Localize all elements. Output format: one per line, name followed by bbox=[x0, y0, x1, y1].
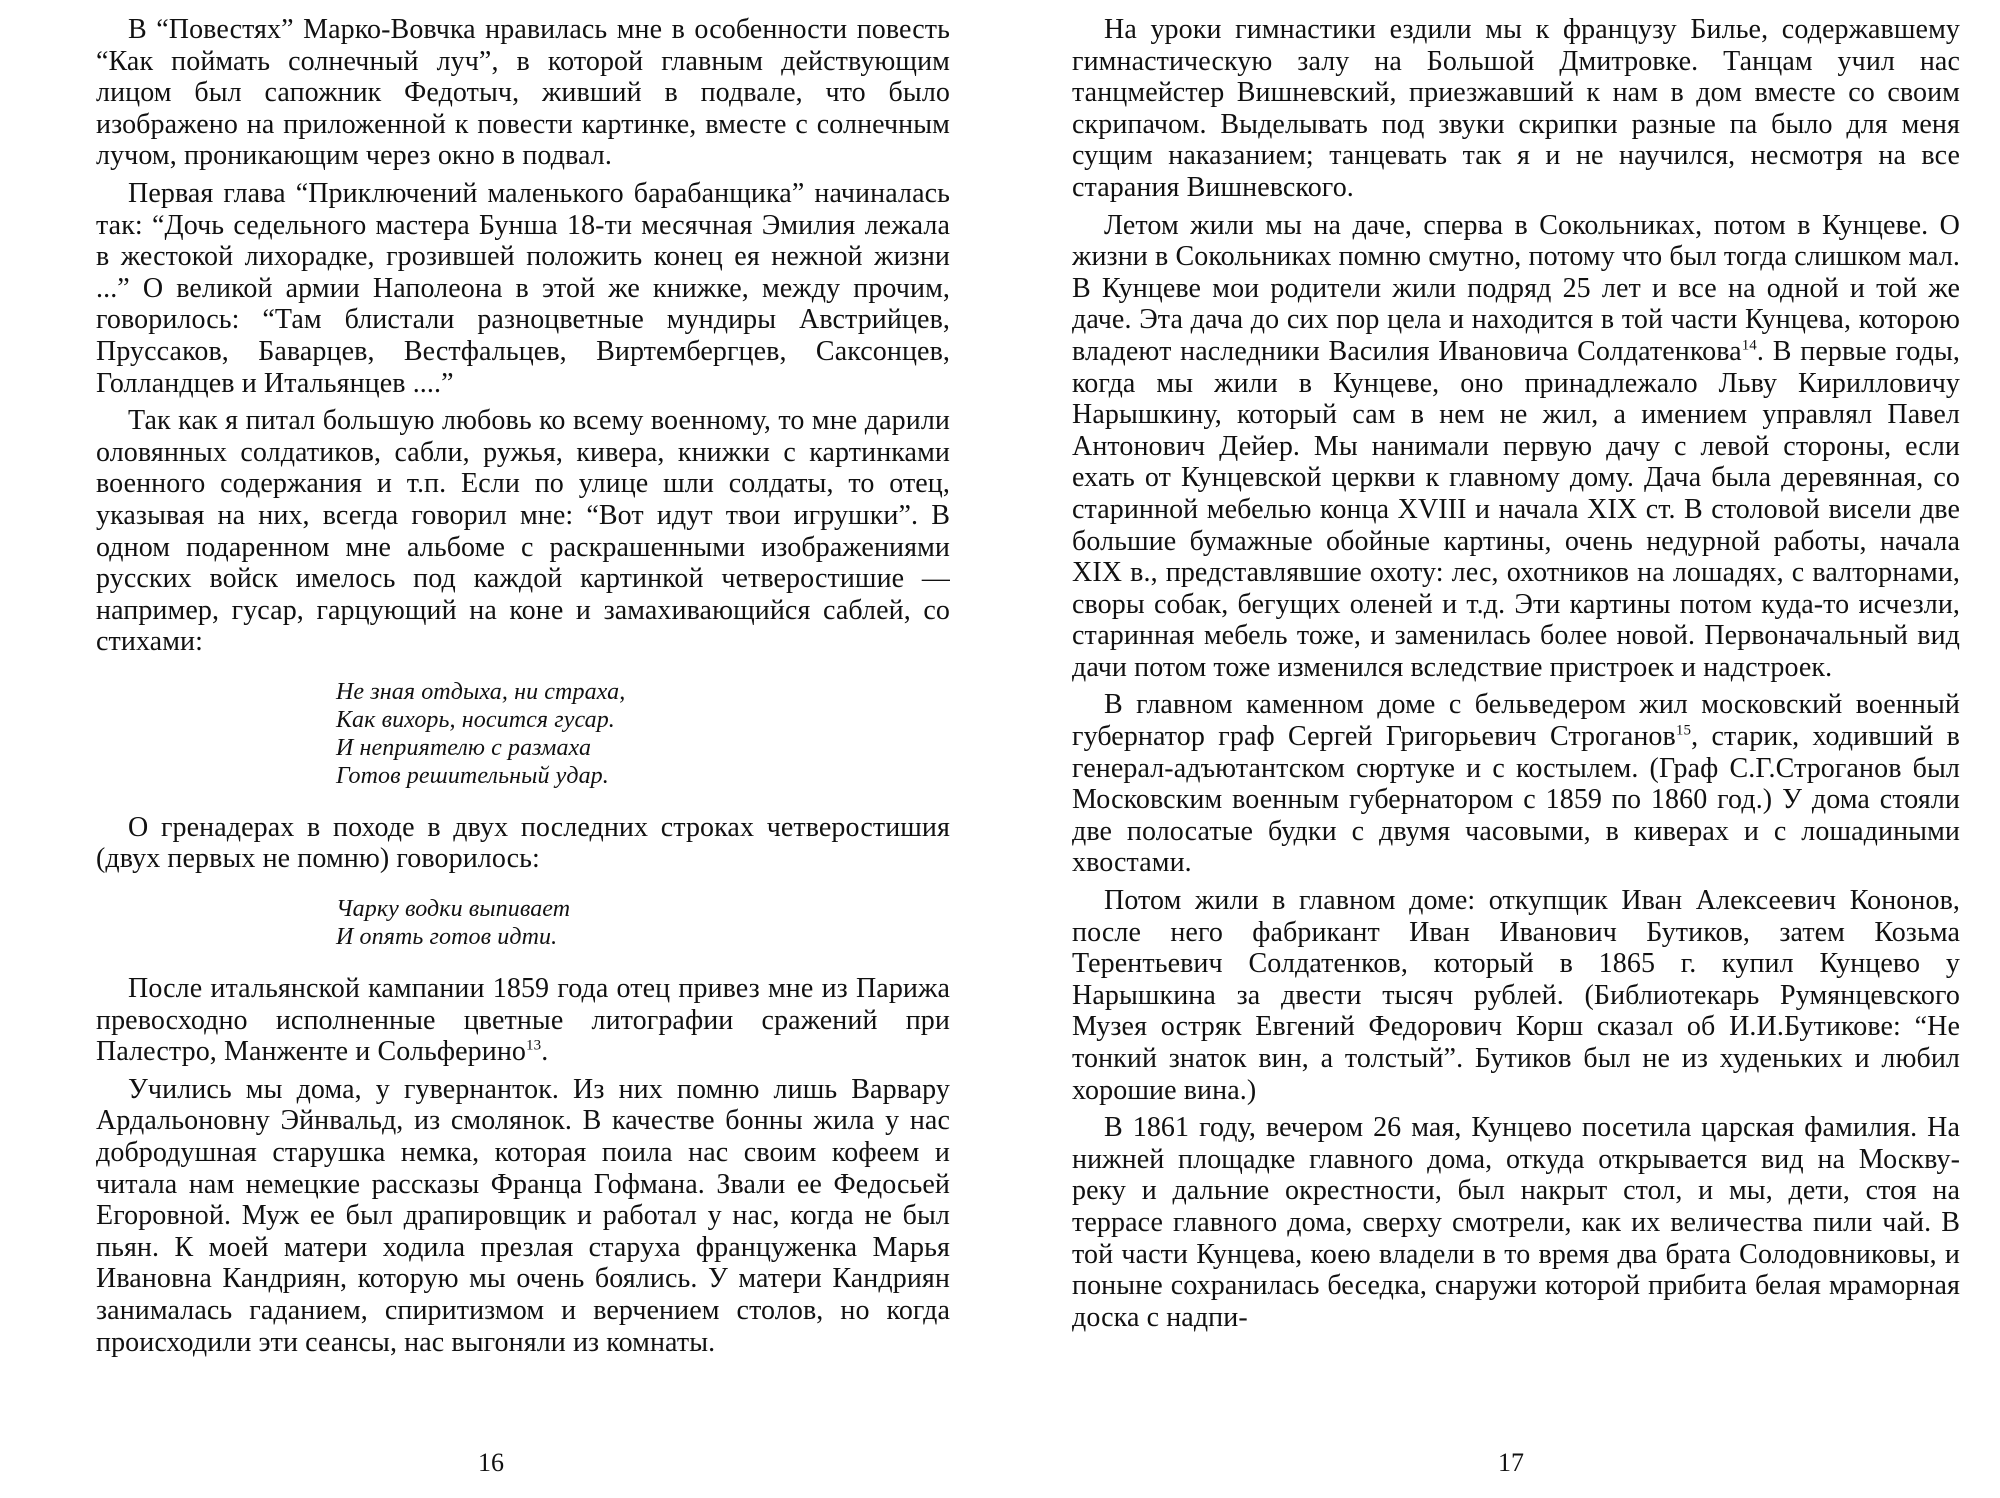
paragraph bbox=[96, 1074, 950, 1358]
paragraph-text: В главном каменном доме с бельведером жил московский военный губернатор граф Сергей Григорьевич Строганов bbox=[1072, 689, 1960, 753]
left-page-number: 16 bbox=[478, 1448, 504, 1477]
paragraph-text: О гренадерах в походе в двух последних строках четверостишия (двух первых не помню) говорилось: bbox=[96, 811, 950, 875]
paragraph-text-continued: . В первые годы, когда мы жили в Кунцеве, оно принадлежало Льву Кирилловичу Нарышкину, который сам в нем не жил, а имением управлял Павел Антонович Дейер. Мы нанимали первую дачу с левой стороны, если ехать от Кунцевской церкви к главному дому. Дача была деревянная, со старинной мебелью конца XVIII и начала XIX ст. В столовой висели две большие бумажные обойные картины, очень недурной работы, начала XIX в., представлявшие охоту: лес, охотников на лошадях, с валторнами, своры собак, бегущих оленей и т.д. Эти картины потом куда-то исчезли, старинная мебель тоже, и заменилась более новой. Первоначальный вид дачи потом тоже изменился вследствие пристроек и надстроек. bbox=[1072, 335, 1960, 683]
right-page-text bbox=[1072, 14, 1960, 1333]
paragraph-text: Летом жили мы на даче, сперва в Сокольниках, потом в Кунцеве. О жизни в Сокольниках помню смутно, потому что был тогда слишком мал. В Кунцеве мои родители жили подряд 25 лет и все на одной и той же даче. Эта дача до сих пор цела и находится в той части Кунцева, которою владеют наследники Василия Ивановича Солдатенкова bbox=[1072, 209, 1960, 367]
paragraph-text: Первая глава “Приключений маленького барабанщика” начиналась так: “Дочь седельного мастера Бунша 18-ти месячная Эмилия лежала в жестокой лихорадке, грозившей положить конец ея нежной жизни ...” О великой армии Наполеона в этой же книжке, между прочим, говорилось: “Там блистали разноцветные мундиры Австрийцев, Пруссаков, Баварцев, Вестфальцев, Виртембергцев, Саксонцев, Голландцев и Итальянцев ....” bbox=[96, 177, 950, 399]
paragraph bbox=[1072, 14, 1960, 204]
left-page-text bbox=[96, 14, 950, 1358]
paragraph bbox=[1072, 210, 1960, 684]
poem-line: Не зная отдыха, ни страха, bbox=[336, 678, 626, 705]
poem-stanza bbox=[336, 678, 950, 790]
paragraph bbox=[96, 405, 950, 658]
paragraph bbox=[96, 812, 950, 875]
paragraph bbox=[1072, 1112, 1960, 1333]
paragraph-text: В 1861 году, вечером 26 мая, Кунцево посетила царская фамилия. На нижней площадке главного дома, откуда открывается вид на Москву-реку и дальние окрестности, был накрыт стол, и мы, дети, стоя на террасе главного дома, сверху смотрели, как их величества пили чай. В той части Кунцева, коею владели в то время два брата Солодовниковы, и поныне сохранилась беседка, снаружи которой прибита белая мраморная доска с надпи- bbox=[1072, 1112, 1960, 1333]
paragraph-text: На уроки гимнастики ездили мы к французу Билье, содержавшему гимнастическую залу на Большой Дмитровке. Танцам учил нас танцмейстер Вишневский, приезжавший к нам в дом вместе со своим скрипачом. Выделывать под звуки скрипки разные па было для меня сущим наказанием; танцевать так я и не научился, несмотря на все старания Вишневского. bbox=[1072, 14, 1960, 203]
paragraph bbox=[96, 14, 950, 172]
footnote-ref: 15 bbox=[1675, 722, 1692, 739]
paragraph-text: Учились мы дома, у гувернанток. Из них помню лишь Варвару Ардальоновну Эйнвальд, из смолянок. В качестве бонны жила у нас добродушная старушка немка, которая поила нас своим кофеем и читала нам немецкие рассказы Франца Гофмана. Звали ее Федосьей Егоровной. Муж ее был драпировщик и работал у нас, когда не был пьян. К моей матери ходила презлая старуха француженка Марья Ивановна Кандриян, которую мы очень боялись. У матери Кандриян занималась гаданием, спиритизмом и верчением столов, но когда происходили эти сеансы, нас выгоняли из комнаты. bbox=[96, 1073, 950, 1358]
paragraph-text-continued: . bbox=[541, 1036, 549, 1068]
left-page bbox=[96, 14, 950, 1454]
poem-line: Готов решительный удар. bbox=[336, 762, 609, 789]
paragraph-text: После итальянской кампании 1859 года отец привез мне из Парижа превосходно исполненные цветные литографии сражений при Палестро, Манженте и Сольферино bbox=[96, 973, 950, 1068]
poem-line: Как вихорь, носится гусар. bbox=[336, 706, 615, 733]
footnote-ref: 14 bbox=[1741, 337, 1757, 354]
paragraph bbox=[1072, 689, 1960, 879]
paragraph-text: В “Повестях” Марко-Вовчка нравилась мне в особенности повесть “Как поймать солнечный луч”, в которой главным действующим лицом был сапожник Федотыч, живший в подвале, что было изображено на приложенной к повести картинке, вместе с солнечным лучом, проникающим через окно в подвал. bbox=[96, 14, 950, 172]
right-page bbox=[1072, 14, 1960, 1454]
paragraph-text-continued: , старик, ходивший в генерал-адъютантском сюртуке и с костылем. (Граф С.Г.Строганов был Московским военным губернатором с 1859 по 1860 год.) У дома стояли две полосатые будки с двумя часовыми, в киверах и с лошадиными хвостами. bbox=[1072, 721, 1960, 879]
paragraph-text: Так как я питал большую любовь ко всему военному, то мне дарили оловянных солдатиков, сабли, ружья, кивера, книжки с картинками военного содержания и т.п. Если по улице шли солдаты, то отец, указывая на них, всегда говорил мне: “Вот идут твои игрушки”. В одном подаренном мне альбоме с раскрашенными изображениями русских войск имелось под каждой картинкой четверостишие — например, гусар, гарцующий на коне и замахивающийся саблей, со стихами: bbox=[96, 405, 950, 658]
poem-stanza bbox=[336, 895, 950, 951]
paragraph-text: Потом жили в главном доме: откупщик Иван Алексеевич Кононов, после него фабрикант Иван Иванович Бутиков, затем Козьма Терентьевич Солдатенков, который в 1865 г. купил Кунцево у Нарышкина за двести тысяч рублей. (Библиотекарь Румянцевского Музея остряк Евгений Федорович Корш сказал об И.И.Бутикове: “Не тонкий знаток вин, а толстый”. Бутиков был не из худеньких и любил хорошие вина.) bbox=[1072, 885, 1960, 1106]
poem-line: И неприятелю с размаха bbox=[336, 734, 592, 761]
paragraph bbox=[1072, 885, 1960, 1106]
right-page-number: 17 bbox=[1498, 1448, 1524, 1477]
poem-line: И опять готов идти. bbox=[336, 924, 558, 951]
paragraph bbox=[96, 973, 950, 1068]
paragraph bbox=[96, 178, 950, 399]
footnote-ref: 13 bbox=[526, 1037, 542, 1054]
poem-line: Чарку водки выпивает bbox=[336, 896, 571, 923]
